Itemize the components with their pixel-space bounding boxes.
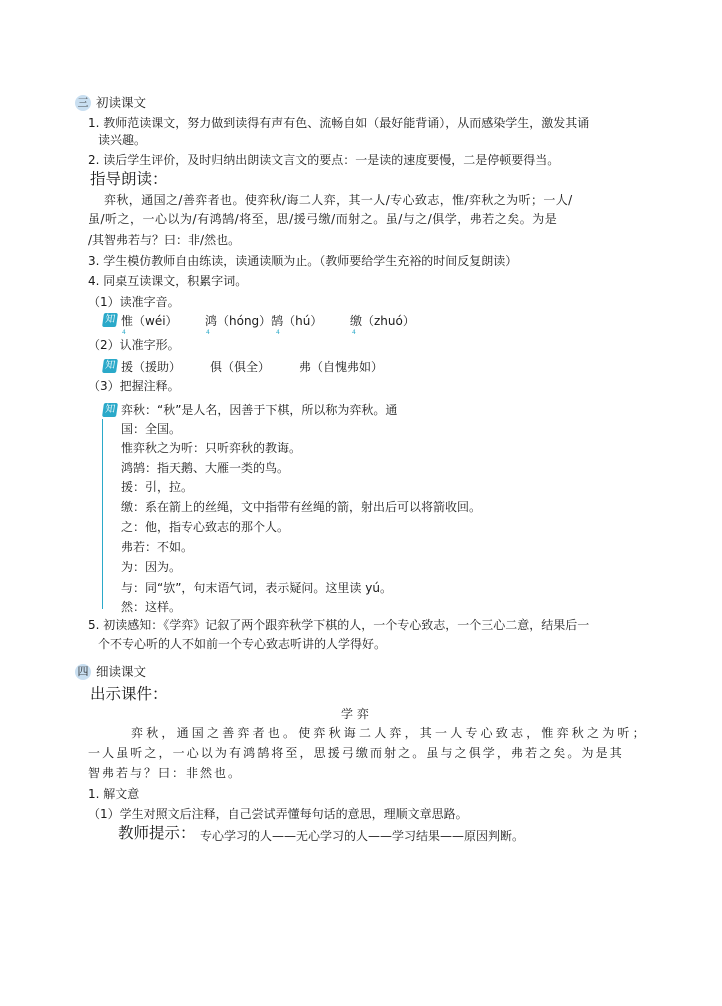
knowledge-icon: 知: [102, 403, 118, 417]
note-wei: 为：因为。: [121, 560, 182, 574]
note-zhuo: 缴：系在箭上的丝绳，文中指带有丝绳的箭，射出后可以将箭收回。: [121, 500, 482, 514]
note-yuan: 援：引，拉。: [121, 480, 194, 494]
item-5-line-2: 个不专心听的人不如前一个专心致志听讲的人学得好。: [98, 637, 387, 651]
section-title-3: 初读课文: [96, 95, 147, 110]
form-yuan: 援（援助）: [121, 360, 182, 374]
note-yu: 与：同“欤”，句末语气词，表示疑问。这里读 yú。: [121, 581, 392, 595]
notes-rule: [102, 419, 103, 609]
note-ran: 然：这样。: [121, 600, 182, 614]
text-title: 学 弈: [341, 707, 369, 721]
tone-mark: 4: [276, 329, 280, 336]
item-1-line-1: 1. 教师范读课文，努力做到读得有声有色、流畅自如（最好能背诵），从而感染学生，激发其诵: [88, 116, 590, 130]
pron-zhuo: 缴（zhuó）: [350, 314, 415, 328]
knowledge-icon: 知: [102, 313, 118, 327]
note-furuo: 弗若：不如。: [121, 540, 194, 554]
pause-line-2: 虽/听之，一心以为/有鸿鹄/将至，思/援弓缴/而射之。虽/与之/俱学，弗若之矣。为是: [88, 212, 558, 226]
tone-mark: 4: [122, 329, 126, 336]
note-wei-ting: 惟弈秋之为听：只听弈秋的教诲。: [121, 441, 302, 455]
pron-honghu: 鸿（hóng）鹄（hú）: [205, 314, 323, 328]
subitem-form: （2）认准字形。: [88, 338, 180, 352]
tone-mark: 4: [352, 329, 356, 336]
show-courseware-heading: 出示课件：: [90, 685, 168, 703]
form-fu: 弗（自愧弗如）: [299, 360, 384, 374]
guide-reading-heading: 指导朗读：: [90, 170, 168, 188]
item-5-line-1: 5. 初读感知：《学弈》记叙了两个跟弈秋学下棋的人，一个专心致志，一个三心二意，结果后一: [88, 618, 590, 632]
subitem-annotation: （1）学生对照文后注释，自己尝试弄懂每句话的意思，理顺文章思路。: [88, 807, 468, 821]
pause-line-3: /其智弗若与？曰：非/然也。: [88, 233, 241, 247]
section-badge-3: 三: [75, 95, 91, 111]
knowledge-icon: 知: [102, 359, 118, 373]
pron-wei: 惟（wéi）: [121, 314, 178, 328]
section-title-4: 细读课文: [96, 664, 147, 679]
text-line-2: 一人虽听之，一心以为有鸿鹄将至，思援弓缴而射之。虽与之俱学，弗若之矣。为是其: [88, 746, 624, 760]
subitem-pronunciation: （1）读准字音。: [88, 295, 180, 309]
form-ju: 俱（俱全）: [210, 360, 271, 374]
tone-mark: 4: [206, 329, 210, 336]
note-yiqiu: 弈秋：“秋”是人名，因善于下棋，所以称为弈秋。通: [121, 403, 398, 417]
text-line-1: 弈秋，通国之善弈者也。使弈秋诲二人弈，其一人专心致志，惟弈秋之为听；: [131, 726, 648, 740]
item-4: 4. 同桌互读课文，积累字词。: [88, 274, 248, 288]
item-3: 3. 学生模仿教师自由练读，读通读顺为止。（教师要给学生充裕的时间反复朗读）: [88, 254, 518, 268]
teacher-tip-text: 专心学习的人——无心学习的人——学习结果——原因判断。: [200, 829, 525, 843]
note-guo: 国：全国。: [121, 422, 182, 436]
note-zhi: 之：他，指专心致志的那个人。: [121, 520, 290, 534]
teacher-tip-label: 教师提示：: [118, 824, 196, 842]
subitem-notes: （3）把握注释。: [88, 379, 180, 393]
text-line-3: 智弗若与？曰：非然也。: [88, 766, 243, 780]
pause-line-1: 弈秋，通国之/善弈者也。使弈秋/诲二人弈，其一人/专心致志，惟/弈秋之为听；一人/: [104, 193, 573, 207]
note-honghu: 鸿鹄：指天鹅、大雁一类的鸟。: [121, 461, 290, 475]
item-1-interpret: 1. 解文意: [88, 787, 140, 801]
item-1-line-2: 读兴趣。: [98, 133, 147, 147]
item-2: 2. 读后学生评价，及时归纳出朗读文言文的要点：一是读的速度要慢，二是停顿要得当。: [88, 153, 560, 167]
section-badge-4: 四: [75, 664, 91, 680]
